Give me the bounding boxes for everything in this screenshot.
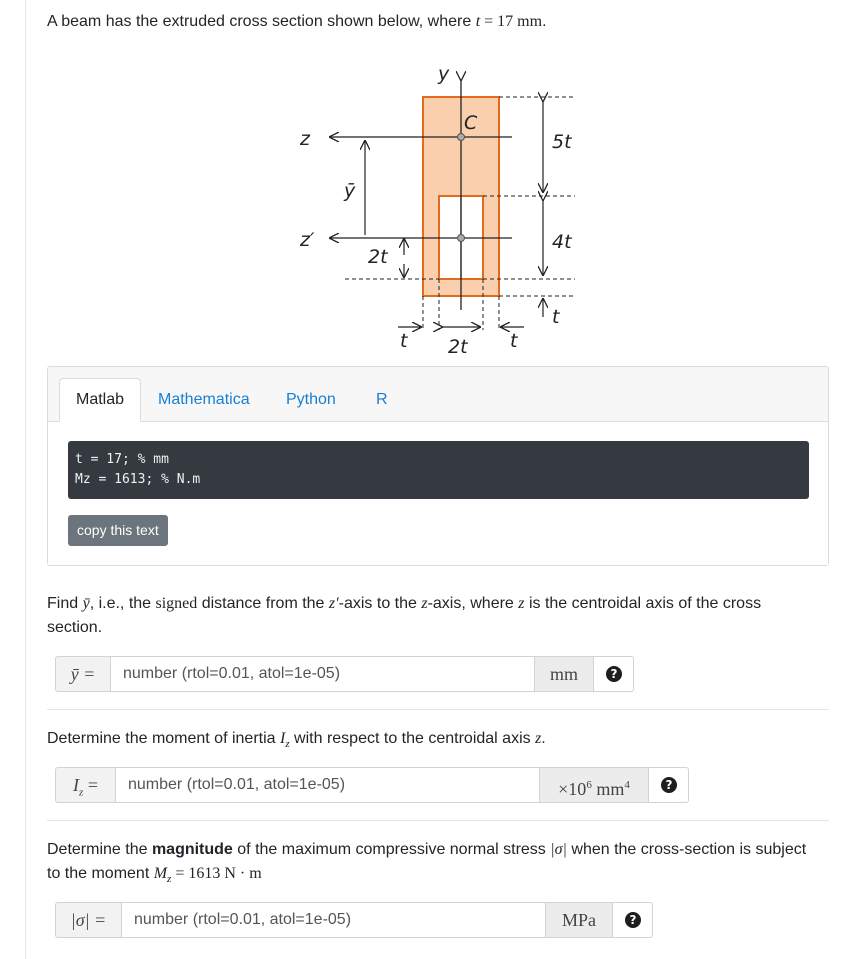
problem-intro: A beam has the extruded cross section shown below, where t = 17 mm. xyxy=(47,13,547,30)
centroid-point xyxy=(458,134,465,141)
centroid-label: C xyxy=(464,112,478,134)
dim-2t-bottom-label: 2t xyxy=(448,336,468,358)
dim-t-bottom-left-label: t xyxy=(400,330,408,352)
var-t: t xyxy=(475,13,481,30)
answer-3-help-cell xyxy=(613,902,653,938)
answer-2-label: $I_z$ = xyxy=(55,767,116,803)
answer-2-help-cell xyxy=(649,767,689,803)
dim-2t-left-label: 2t xyxy=(368,246,388,268)
question-1-text: Find ȳ, i.e., the signed distance from the z′-axis to the z-axis, where z is the centroidal axis of the cross section. xyxy=(47,595,762,636)
tab-mathematica[interactable]: Mathematica xyxy=(158,391,250,408)
y-axis-label: y xyxy=(438,63,450,85)
help-icon[interactable]: ? xyxy=(625,912,641,928)
ybar-label: ȳ xyxy=(344,180,356,202)
z-axis-label: z xyxy=(300,128,310,150)
dim-4t-label: 4t xyxy=(552,231,572,253)
code-tabs-card xyxy=(47,366,829,566)
tab-r[interactable]: R xyxy=(376,391,388,408)
answer-1-help-cell xyxy=(594,656,634,692)
answer-1-label: ȳ = xyxy=(55,656,111,692)
stress-input[interactable] xyxy=(122,902,545,938)
help-icon[interactable]: ? xyxy=(606,666,622,682)
help-icon[interactable]: ? xyxy=(661,777,677,793)
tab-python[interactable]: Python xyxy=(286,391,336,408)
copy-text-button[interactable]: copy this text xyxy=(68,515,168,546)
dim-t-right-label: t xyxy=(552,306,560,328)
question-3-text: Determine the magnitude of the maximum compressive normal stress |σ| when the cross-section is subject to the moment $M_z = 1613$ N · m xyxy=(47,841,807,886)
code-line-1: t = 17; % mm xyxy=(75,452,169,467)
answer-3-unit: MPa xyxy=(545,902,613,938)
moment-of-inertia-input[interactable] xyxy=(116,767,539,803)
answer-1-unit: mm xyxy=(534,656,594,692)
question-2-text: Determine the moment of inertia $I_z$ with respect to the centroidal axis z. xyxy=(47,730,546,751)
divider-1 xyxy=(47,709,829,710)
zprime-axis-label: z′ xyxy=(300,229,315,251)
dim-t-bottom-right-label: t xyxy=(510,330,518,352)
hole-centroid-point xyxy=(458,235,465,242)
code-block xyxy=(68,441,809,499)
divider-2 xyxy=(47,820,829,821)
code-line-2: Mz = 1613; % N.m xyxy=(75,472,201,487)
answer-2-unit: $\times 10^6$ $mm^4$ xyxy=(539,767,649,803)
dim-5t-label: 5t xyxy=(552,131,572,153)
ybar-input[interactable] xyxy=(111,656,534,692)
tab-matlab[interactable]: Matlab xyxy=(59,378,141,422)
content-left-border xyxy=(25,0,26,959)
answer-3-label: |σ| = xyxy=(55,902,122,938)
cross-section-figure xyxy=(280,55,580,365)
